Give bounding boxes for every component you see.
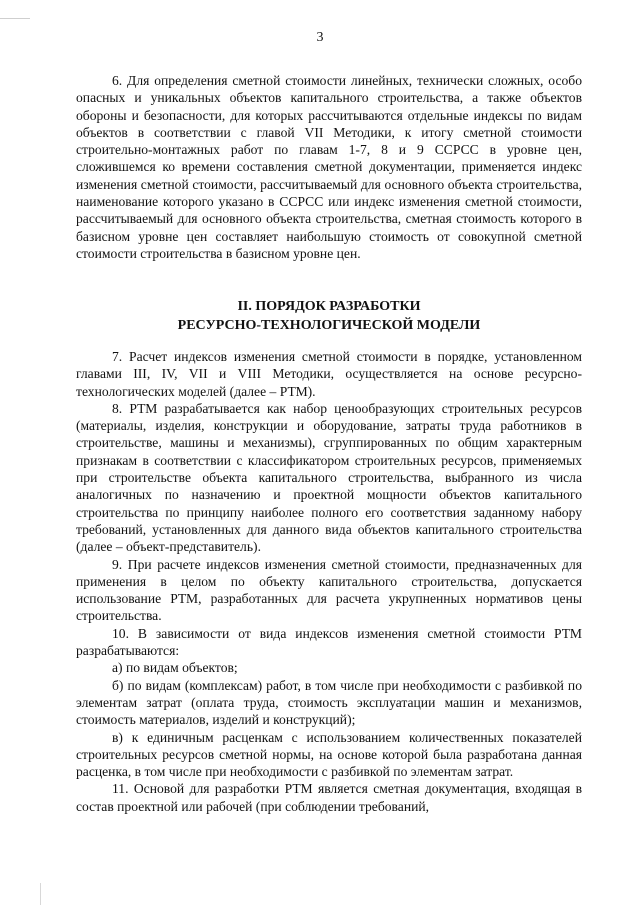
scan-edge-mark-bottom xyxy=(40,883,49,905)
paragraph-10-b: б) по видам (комплексам) работ, в том числе при необходимости с разбивкой по элементам затрат (оплата труда, стоимость эксплуатации машин и механизмов, стоимость материалов, изделий и конструкций); xyxy=(76,677,582,728)
paragraph-10: 10. В зависимости от вида индексов изменения сметной стоимости РТМ разрабатываются: xyxy=(76,625,582,659)
paragraph-6: 6. Для определения сметной стоимости линейных, технически сложных, особо опасных и уникальных объектов капитального строительства, а также объектов обороны и безопасности, для которых рассчитываются отдельные индексы по видам объектов в соответствии с главой VII Методики, к итогу сметной стоимости строительно-монтажных работ по главам 1-7, 8 и 9 ССРСС в уровне цен, сложившемся ко времени составления сметной документации, применяется индекс изменения сметной стоимости, рассчитываемый для основного объекта строительства, наименование которого указано в ССРСС или индекс изменения сметной стоимости, рассчитываемый для основного объекта строительства, сметная стоимость которого в базисном уровне цен составляет наибольшую стоимость от совокупной сметной стоимости строительства в базисном уровне цен. xyxy=(76,73,582,261)
paragraph-9: 9. При расчете индексов изменения сметной стоимости, предназначенных для применения в целом по объекту капитального строительства, допускается использование РТМ, разработанных для расчета укрупненных нормативов цены строительства. xyxy=(76,556,582,624)
page-number: 3 xyxy=(316,30,324,45)
paragraph-10-c: в) к единичным расценкам с использованием количественных показателей строительных ресурсов сметной нормы, на основе которой была разработана данная расценка, в том числе при необходимости с разбивкой по элементам затрат. xyxy=(76,729,582,780)
paragraph-8: 8. РТМ разрабатывается как набор ценообразующих строительных ресурсов (материалы, изделия, конструкции и оборудование, затраты труда работников в строительстве, машины и механизмы), сгруппированных по общим характерным признакам в соответствии с классификатором строительных ресурсов, применяемых при строительстве объекта капитального строительства, выбранного из числа аналогичных по назначению и проектной мощности объектов капитального строительства по принципу наиболее полного его соответствия заданному набору требований, установленных для данного вида объектов капитального строительства (далее – объект-представитель). xyxy=(76,400,582,555)
paragraph-10-a: а) по видам объектов; xyxy=(112,660,238,676)
section-heading-line-2: РЕСУРСНО-ТЕХНОЛОГИЧЕСКОЙ МОДЕЛИ xyxy=(177,318,481,333)
scan-edge-mark xyxy=(0,0,30,19)
section-heading-line-1: II. ПОРЯДОК РАЗРАБОТКИ xyxy=(237,299,421,314)
section-1-text xyxy=(76,72,582,262)
paragraph-11: 11. Основой для разработки РТМ является сметная документация, входящая в состав проектной или рабочей (при соблюдении требований, xyxy=(76,781,582,814)
paragraph-7: 7. Расчет индексов изменения сметной стоимости в порядке, установленном главами III, IV, VII и VIII Методики, осуществляется на основе ресурсно-технологических моделей (далее – РТМ). xyxy=(76,349,582,399)
section-2-text xyxy=(76,348,582,815)
section-heading xyxy=(76,297,582,335)
